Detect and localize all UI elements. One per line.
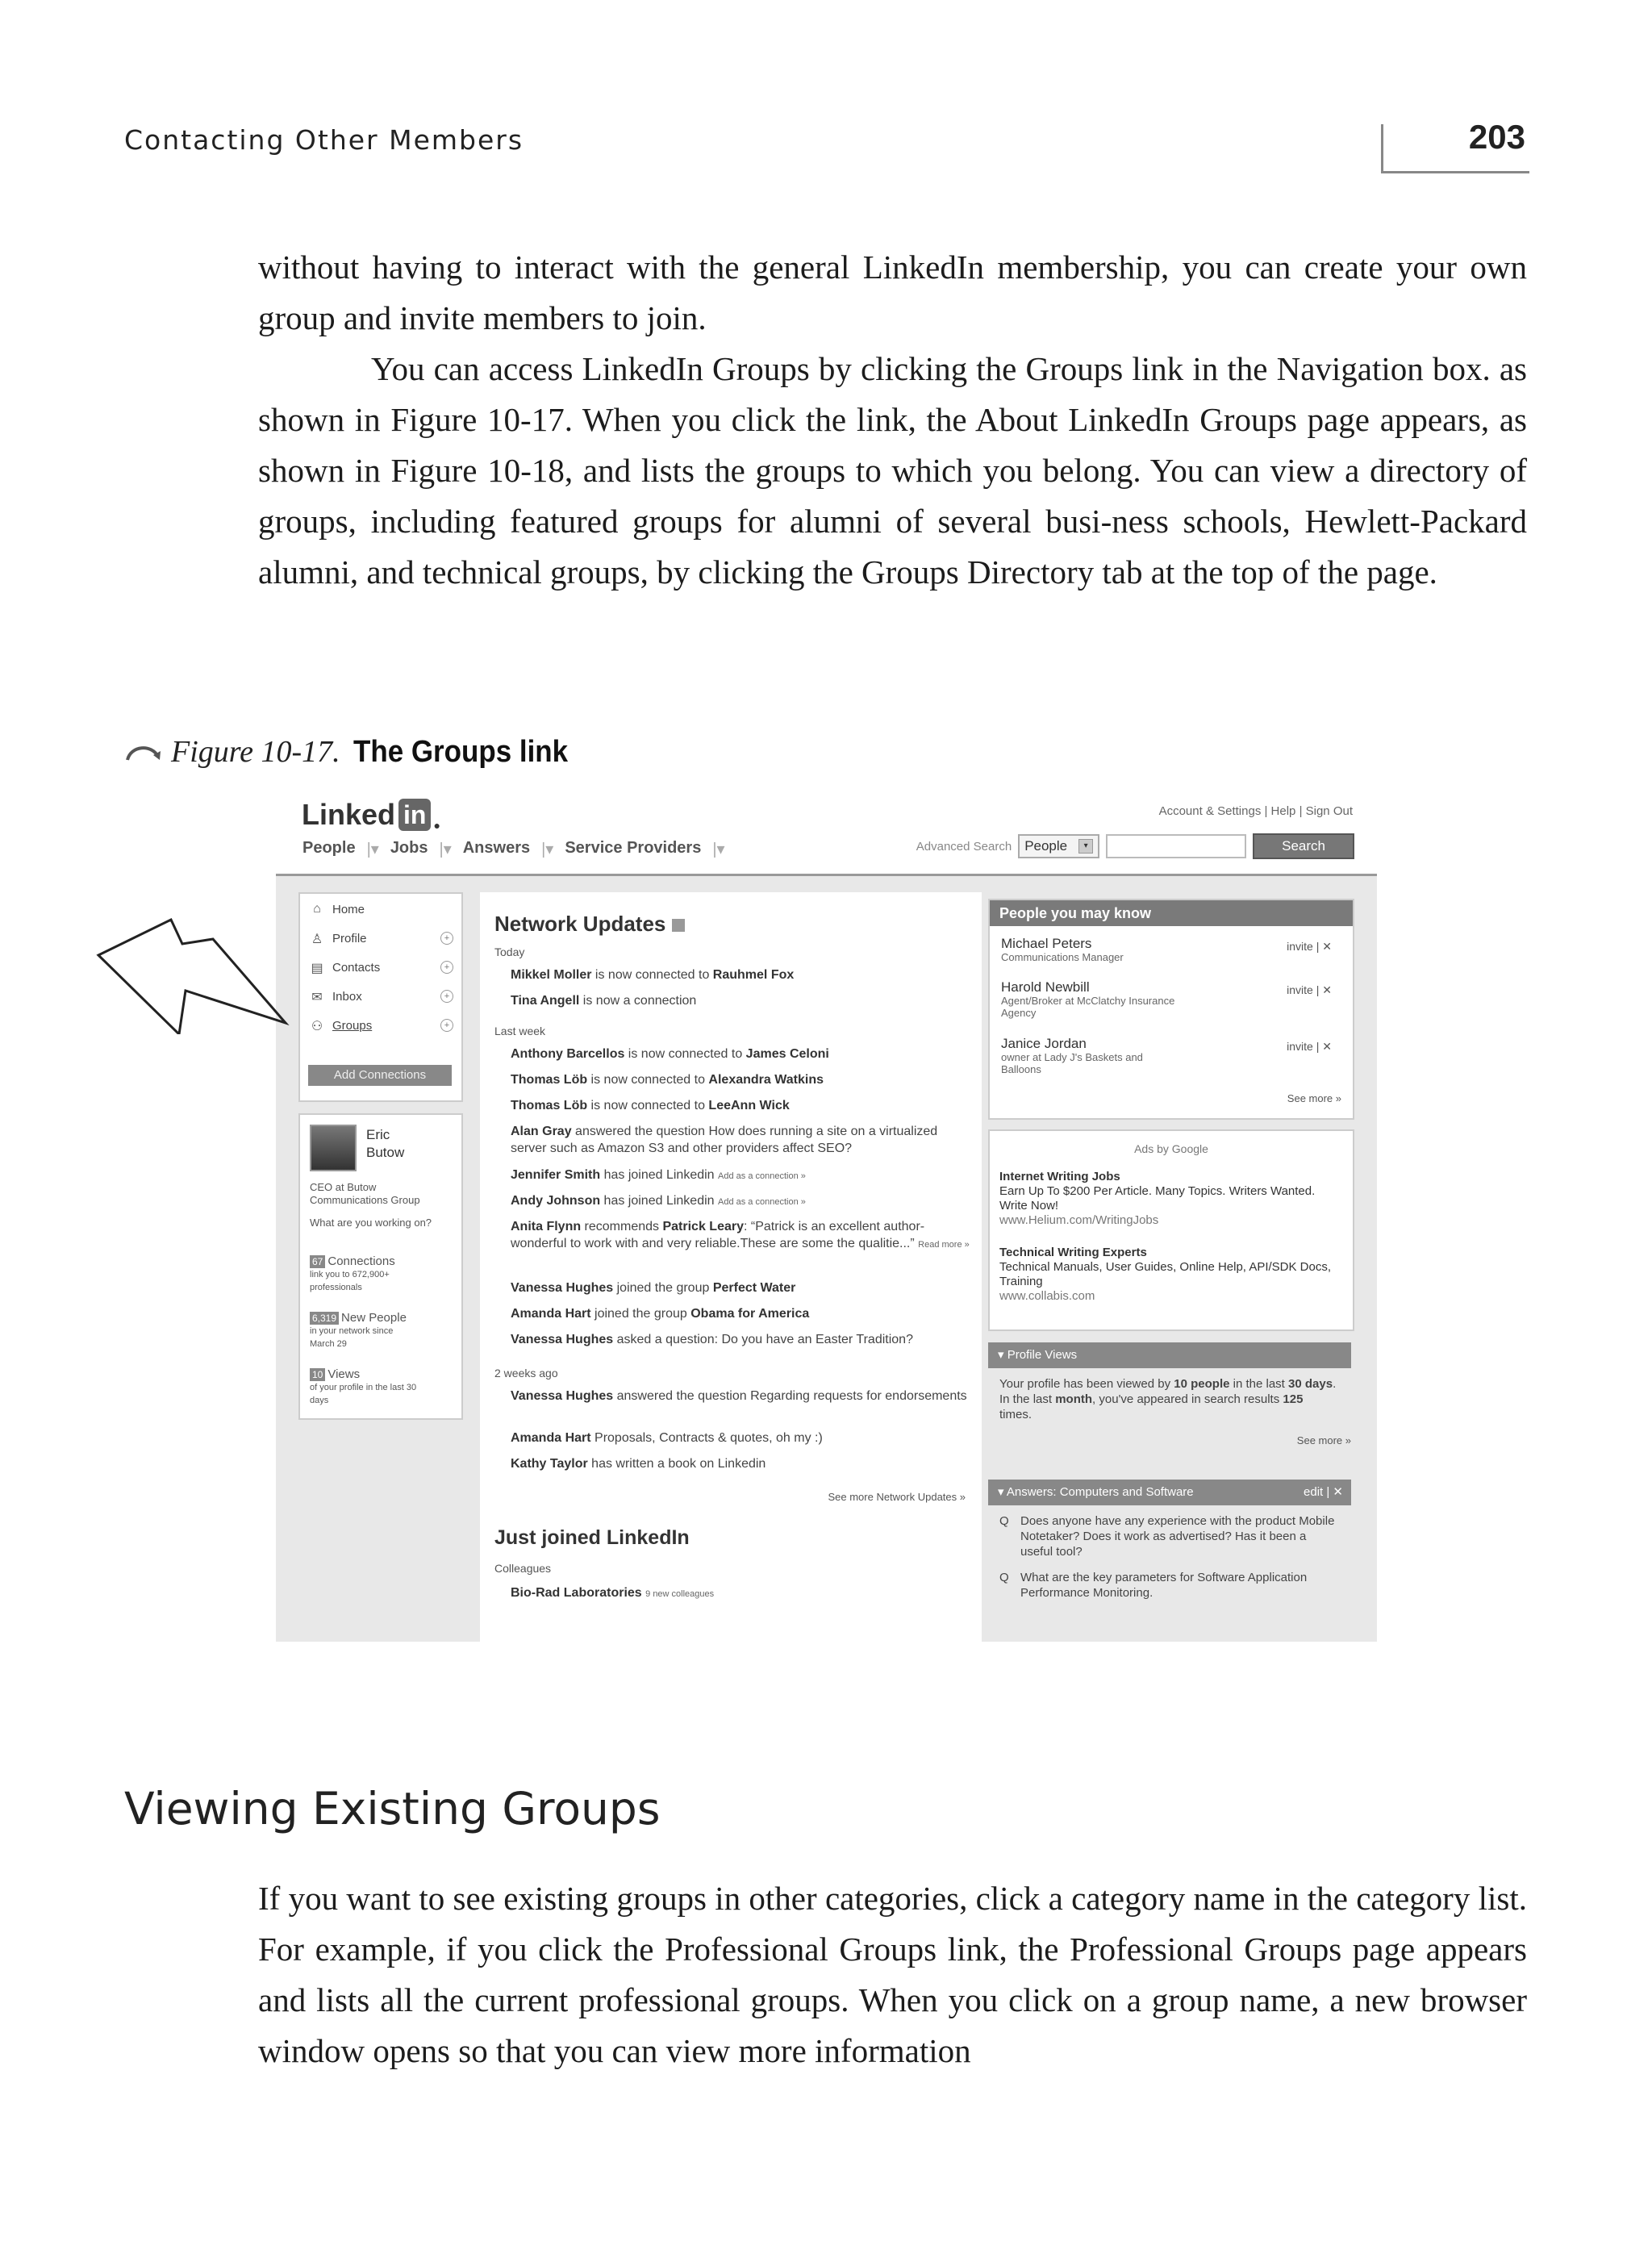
update-text: is now connected to (587, 1073, 709, 1087)
actor: Amanda Hart (511, 1307, 591, 1321)
ad-item[interactable] (999, 1170, 1346, 1228)
update-text: is now connected to (591, 968, 713, 982)
new-people-label: New People (341, 1311, 407, 1325)
intro-text (258, 242, 1527, 598)
target: Rauhmel Fox (712, 968, 795, 982)
section-text (258, 1873, 1527, 2077)
list-item[interactable] (1001, 936, 1340, 963)
invite-link[interactable]: invite | ✕ (1287, 940, 1332, 953)
pymk-header: People you may know (990, 900, 1353, 926)
connections-stat[interactable] (310, 1255, 395, 1294)
people-you-may-know (988, 899, 1354, 1120)
update-text: joined the group (613, 1281, 713, 1295)
page-content (276, 876, 1377, 1642)
network-updates-title (494, 912, 685, 937)
curved-arrow-icon (124, 741, 163, 763)
target: Patrick Leary (662, 1220, 744, 1233)
figure-title: The Groups link (353, 734, 568, 769)
connections-count: 67 (310, 1255, 325, 1268)
nav-item-profile[interactable] (308, 931, 453, 945)
update-text: answered the question Regarding requests for endorsements (613, 1389, 967, 1403)
question-icon: Q (999, 1571, 1009, 1584)
connections-sub-1: link you to 672,900+ (310, 1270, 390, 1279)
search-button[interactable]: Search (1253, 833, 1354, 859)
expand-icon[interactable]: + (440, 1019, 453, 1032)
profile-summary (298, 1113, 463, 1420)
list-item[interactable] (511, 1331, 970, 1348)
avatar[interactable] (310, 1125, 357, 1171)
update-text: joined the group (590, 1307, 691, 1321)
nav-item-groups[interactable] (308, 1018, 453, 1033)
new-people-sub-2: March 29 (310, 1339, 347, 1349)
list-item[interactable] (511, 1046, 970, 1062)
actor: Anita Flynn (511, 1220, 582, 1233)
pv-bold-2: 30 days (1288, 1377, 1333, 1391)
list-item[interactable] (511, 1279, 970, 1296)
list-item[interactable] (511, 1388, 970, 1405)
nav-item-label: Profile (332, 931, 367, 945)
ad-title: Technical Writing Experts (999, 1246, 1147, 1259)
linkedin-header (276, 787, 1377, 876)
actor: Vanessa Hughes (511, 1389, 614, 1403)
list-item[interactable] (511, 1584, 970, 1603)
question-text: What are the key parameters for Software Application Performance Monitoring. (1020, 1571, 1308, 1600)
pv-text-1: Your profile has been viewed by (999, 1377, 1174, 1391)
nav-people[interactable]: People (302, 839, 356, 857)
ad-title: Internet Writing Jobs (999, 1170, 1120, 1183)
linkedin-screenshot (276, 787, 1377, 1642)
ad-url: www.collabis.com (999, 1289, 1095, 1303)
actor: Anthony Barcellos (511, 1047, 625, 1061)
logo-in-badge: in (398, 799, 431, 831)
expand-icon[interactable]: + (440, 932, 453, 945)
invite-link[interactable]: invite | ✕ (1287, 983, 1332, 996)
person-name: Harold Newbill (1001, 979, 1090, 995)
see-more-updates-link[interactable]: See more Network Updates » (828, 1491, 966, 1503)
intro-paragraph-2: You can access LinkedIn Groups by clicking the Groups link in the Navigation box. as shown in Figure 10-17. When you click the link, the About LinkedIn Groups page appears, as shown in Figure 10-18, and lists the groups to which you belong. You can view a directory of groups, including featured groups for alumni of several busi-ness schools, Hewlett-Packard alumni, and technical groups, by clicking the Groups Directory tab at the top of the page. (258, 350, 1527, 591)
invite-link[interactable]: invite | ✕ (1287, 1040, 1332, 1053)
pv-text-3: . In the last (999, 1377, 1337, 1406)
nav-answers[interactable]: Answers (462, 839, 531, 857)
search-input[interactable] (1106, 834, 1246, 858)
answers-header[interactable] (988, 1480, 1351, 1505)
group-colleagues: Colleagues (494, 1562, 552, 1575)
pv-bold-4: 125 (1283, 1392, 1304, 1406)
pv-text-4: , you've appeared in search results (1092, 1392, 1283, 1406)
list-item[interactable] (1001, 979, 1340, 1019)
actor: Vanessa Hughes (511, 1281, 614, 1295)
running-head: Contacting Other Members (124, 124, 524, 156)
person-role: owner at Lady J's Baskets and Balloons (1001, 1051, 1143, 1075)
account-links[interactable]: Account & Settings | Help | Sign Out (1158, 804, 1353, 818)
new-people-sub-1: in your network since (310, 1326, 394, 1336)
new-people-stat[interactable] (310, 1312, 407, 1350)
search-scope-select[interactable] (1018, 834, 1099, 858)
expand-icon[interactable]: + (440, 961, 453, 974)
person-name: Janice Jordan (1001, 1036, 1087, 1051)
ad-item[interactable] (999, 1246, 1346, 1304)
see-more-views-link[interactable]: See more » (1296, 1434, 1351, 1446)
status-prompt[interactable]: What are you working on? (310, 1217, 432, 1229)
person-name: Michael Peters (1001, 936, 1092, 951)
profile-views-header[interactable]: ▾ Profile Views (988, 1342, 1351, 1368)
views-stat[interactable] (310, 1368, 416, 1407)
update-text: has joined Linkedin (600, 1168, 719, 1182)
nav-item-contacts[interactable] (308, 960, 453, 975)
logo-text: Linked (302, 798, 396, 831)
actor: Kathy Taylor (511, 1457, 588, 1471)
update-text: is now a connection (579, 994, 697, 1008)
rss-icon[interactable] (672, 919, 685, 932)
home-icon: ⌂ (313, 902, 321, 916)
nav-item-label: Home (332, 902, 365, 916)
list-item[interactable] (511, 1071, 970, 1088)
actor: Thomas Löb (511, 1099, 588, 1112)
nav-item-inbox[interactable] (308, 989, 453, 1004)
see-more-people-link[interactable]: See more » (1287, 1092, 1341, 1104)
group-today: Today (494, 945, 525, 958)
registered-mark: ● (433, 819, 440, 832)
first-name: Eric (366, 1127, 390, 1142)
page-number: 203 (1468, 118, 1525, 156)
add-connection-link[interactable]: Add as a connection » (718, 1197, 806, 1207)
update-text: has joined Linkedin (600, 1194, 718, 1208)
list-item[interactable] (511, 992, 970, 1009)
update-text: recommends (581, 1220, 663, 1233)
new-colleagues-count: 9 new colleagues (645, 1589, 715, 1599)
groups-icon: ⚇ (311, 1020, 323, 1033)
update-text: : “Patrick is an excellent author- wonderful to work with and very reliable.These are some the qualitie...” (511, 1220, 925, 1250)
headline-line-1: CEO at Butow (310, 1181, 377, 1193)
section-heading: Viewing Existing Groups (124, 1783, 661, 1835)
views-sub-1: of your profile in the last 30 (310, 1383, 417, 1392)
list-item[interactable] (511, 1430, 970, 1446)
read-more-link[interactable]: Read more » (918, 1240, 970, 1250)
actor: Jennifer Smith (511, 1168, 601, 1182)
just-joined-title: Just joined LinkedIn (494, 1526, 690, 1549)
chevron-down-icon: ▾ (1078, 839, 1093, 854)
list-item[interactable] (511, 1123, 970, 1157)
intro-paragraph-1: without having to interact with the general LinkedIn membership, you can create your own group and invite members to join. (258, 248, 1527, 336)
list-item[interactable] (511, 1192, 970, 1211)
list-item[interactable] (1001, 1036, 1340, 1075)
target: Obama for America (690, 1307, 810, 1321)
nav-jobs[interactable]: Jobs (390, 839, 428, 857)
update-text: is now connected to (624, 1047, 746, 1061)
profile-views-text (999, 1376, 1338, 1422)
inbox-icon: ✉ (311, 991, 323, 1004)
list-item[interactable] (511, 1218, 970, 1254)
profile-name[interactable] (366, 1126, 404, 1162)
list-item[interactable] (511, 1167, 970, 1185)
nav-item-label: Contacts (332, 960, 381, 975)
search-scope-value: People (1024, 838, 1068, 854)
profile-headline (310, 1181, 420, 1207)
nav-service-providers[interactable]: Service Providers (565, 839, 702, 857)
contacts-icon: ▤ (311, 962, 323, 975)
target: LeeAnn Wick (708, 1099, 790, 1112)
callout-arrow-icon (89, 913, 307, 1034)
pv-text-5: times. (999, 1408, 1032, 1421)
actor: Tina Angell (511, 994, 580, 1008)
network-updates-title-text: Network Updates (494, 912, 666, 936)
connections-sub-2: professionals (310, 1283, 362, 1292)
edit-close-controls[interactable]: edit | ✕ (1304, 1485, 1343, 1499)
navigation-box (298, 892, 463, 1102)
list-item[interactable] (999, 1570, 1338, 1601)
question-text: Does anyone have any experience with the product Mobile Notetaker? Does it work as advertised? Has it been a useful tool? (1020, 1514, 1335, 1559)
add-connections-button[interactable]: Add Connections (308, 1065, 452, 1086)
google-ads (988, 1129, 1354, 1331)
views-count: 10 (310, 1368, 325, 1381)
list-item[interactable] (511, 966, 970, 983)
target: Alexandra Watkins (708, 1073, 824, 1087)
last-name: Butow (366, 1145, 405, 1160)
actor: Amanda Hart (511, 1431, 591, 1445)
actor: Vanessa Hughes (511, 1333, 614, 1346)
question-icon: Q (999, 1514, 1009, 1528)
target: James Celoni (745, 1047, 829, 1061)
ad-text: Technical Manuals, User Guides, Online Help, API/SDK Docs, Training (999, 1260, 1332, 1288)
group-2-weeks: 2 weeks ago (494, 1367, 558, 1380)
figure-caption (124, 734, 586, 770)
answers-box (988, 1480, 1351, 1641)
pv-bold-1: 10 people (1174, 1377, 1230, 1391)
headline-line-2: Communications Group (310, 1194, 420, 1206)
views-label: Views (327, 1367, 361, 1381)
person-role: Agent/Broker at McClatchy Insurance Agency (1001, 995, 1175, 1019)
group-last-week: Last week (494, 1025, 546, 1037)
expand-icon[interactable]: + (440, 990, 453, 1003)
main-nav: People |▾ Jobs |▾ Answers |▾ Service Providers |▾ (302, 839, 725, 858)
profile-views-box (988, 1342, 1351, 1452)
advanced-search-link[interactable]: Advanced Search (916, 839, 1012, 854)
figure-label: Figure 10-17. (171, 735, 340, 769)
section-paragraph: If you want to see existing groups in other categories, click a category name in the category list. For example, if you click the Professional Groups link, the Professional Groups page appears and lists all the current professional groups. When you click on a group name, a new browser window opens so that you can view more information (258, 1880, 1527, 2069)
network-updates-panel (480, 892, 982, 1642)
views-sub-2: days (310, 1396, 329, 1405)
company-name: Bio-Rad Laboratories (511, 1586, 642, 1600)
ads-header: Ads by Google (1134, 1142, 1208, 1155)
update-text: is now connected to (587, 1099, 709, 1112)
linkedin-logo[interactable] (302, 798, 440, 832)
search-area (916, 833, 1354, 859)
list-item[interactable] (999, 1513, 1338, 1559)
connections-label: Connections (327, 1254, 395, 1268)
actor: Thomas Löb (511, 1073, 588, 1087)
pv-bold-3: month (1055, 1392, 1093, 1406)
person-role: Communications Manager (1001, 951, 1124, 963)
pv-text-2: in the last (1229, 1377, 1289, 1391)
target: Perfect Water (712, 1281, 796, 1295)
ad-text: Earn Up To $200 Per Article. Many Topics. Writers Wanted. Write Now! (999, 1184, 1316, 1213)
update-text: Proposals, Contracts & quotes, oh my :) (590, 1431, 823, 1445)
add-connection-link[interactable]: Add as a connection » (718, 1171, 806, 1181)
list-item[interactable] (511, 1305, 970, 1322)
nav-item-label: Groups (332, 1018, 373, 1033)
list-item[interactable] (511, 1455, 970, 1472)
update-text: answered the question How does running a site on a virtualized server such as Amazon S3 and other providers affect SEO? (511, 1125, 938, 1155)
update-text: has written a book on Linkedin (587, 1457, 766, 1471)
actor: Mikkel Moller (511, 968, 592, 982)
answers-header-label: ▾ Answers: Computers and Software (998, 1485, 1194, 1499)
ad-url: www.Helium.com/WritingJobs (999, 1213, 1159, 1227)
actor: Andy Johnson (511, 1194, 601, 1208)
list-item[interactable] (511, 1097, 970, 1114)
person-icon: ♙ (311, 933, 323, 946)
actor: Alan Gray (511, 1125, 572, 1138)
update-text: asked a question: Do you have an Easter Tradition? (613, 1333, 913, 1346)
nav-item-home[interactable] (308, 902, 453, 916)
right-column (988, 892, 1364, 1642)
new-people-count: 6,319 (310, 1312, 339, 1325)
nav-item-label: Inbox (332, 989, 362, 1004)
